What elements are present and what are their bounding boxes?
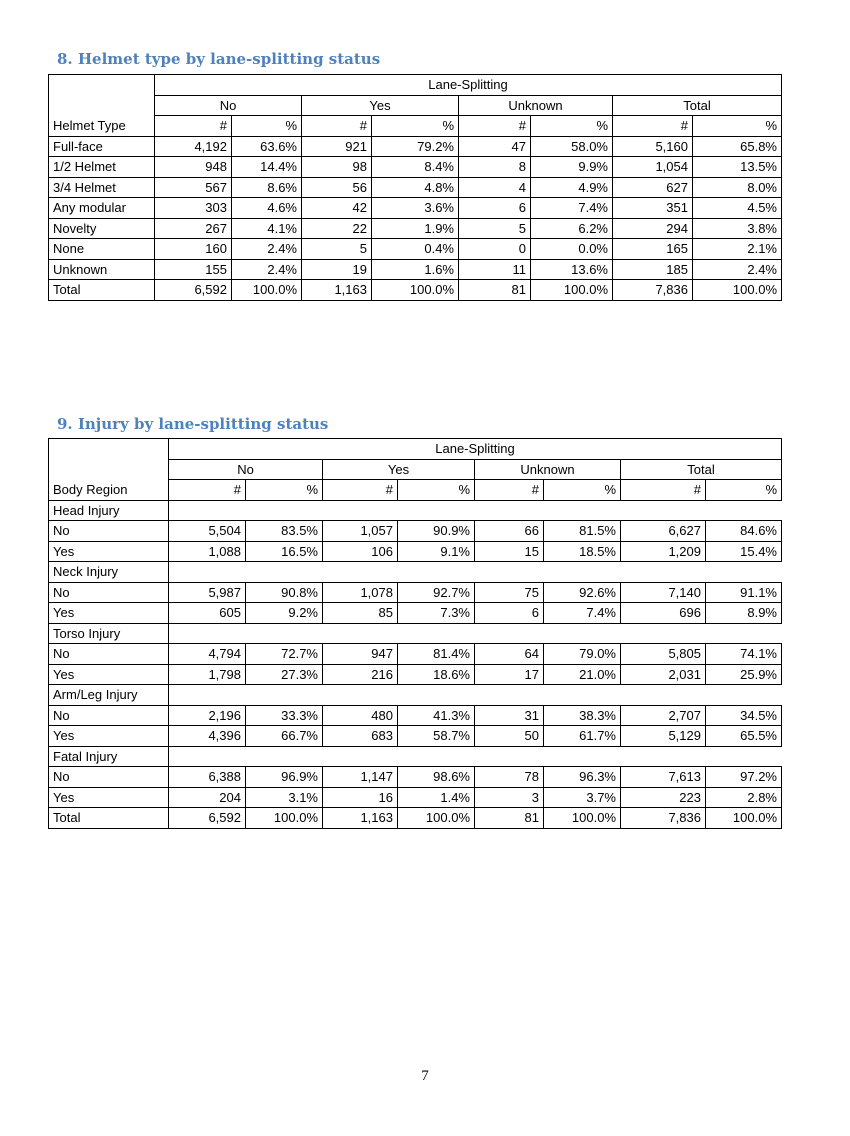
table-row bbox=[49, 705, 782, 726]
percent-cell: 96.3% bbox=[544, 767, 621, 788]
count-cell: 15 bbox=[475, 541, 544, 562]
super-header: Lane-Splitting bbox=[155, 75, 782, 96]
count-cell: 185 bbox=[613, 259, 693, 280]
table-row bbox=[49, 177, 782, 198]
percent-cell: 65.8% bbox=[693, 136, 782, 157]
table-row bbox=[49, 746, 782, 767]
table-row bbox=[49, 582, 782, 603]
table-row bbox=[49, 664, 782, 685]
percent-header: % bbox=[246, 480, 323, 501]
percent-cell: 90.9% bbox=[398, 521, 475, 542]
table-row bbox=[49, 623, 782, 644]
percent-cell: 34.5% bbox=[706, 705, 782, 726]
row-label: Yes bbox=[49, 603, 169, 624]
percent-cell: 4.6% bbox=[232, 198, 302, 219]
percent-header: % bbox=[693, 116, 782, 137]
percent-cell: 13.5% bbox=[693, 157, 782, 178]
percent-header: % bbox=[544, 480, 621, 501]
table-row bbox=[49, 685, 782, 706]
percent-cell: 4.8% bbox=[372, 177, 459, 198]
percent-cell: 2.8% bbox=[706, 787, 782, 808]
table-row bbox=[49, 541, 782, 562]
percent-cell: 100.0% bbox=[232, 280, 302, 301]
count-header: # bbox=[323, 480, 398, 501]
percent-cell: 100.0% bbox=[693, 280, 782, 301]
percent-cell: 92.7% bbox=[398, 582, 475, 603]
count-cell: 85 bbox=[323, 603, 398, 624]
percent-cell: 72.7% bbox=[246, 644, 323, 665]
corner-cell bbox=[49, 439, 169, 460]
percent-cell: 91.1% bbox=[706, 582, 782, 603]
count-cell: 4,794 bbox=[169, 644, 246, 665]
percent-cell: 27.3% bbox=[246, 664, 323, 685]
percent-cell: 41.3% bbox=[398, 705, 475, 726]
count-cell: 567 bbox=[155, 177, 232, 198]
count-cell: 1,088 bbox=[169, 541, 246, 562]
count-cell: 7,613 bbox=[621, 767, 706, 788]
count-cell: 1,147 bbox=[323, 767, 398, 788]
count-cell: 696 bbox=[621, 603, 706, 624]
count-cell: 98 bbox=[302, 157, 372, 178]
percent-cell: 84.6% bbox=[706, 521, 782, 542]
count-cell: 683 bbox=[323, 726, 398, 747]
percent-cell: 81.5% bbox=[544, 521, 621, 542]
count-header: # bbox=[459, 116, 531, 137]
group-label: Arm/Leg Injury bbox=[49, 685, 169, 706]
percent-cell: 38.3% bbox=[544, 705, 621, 726]
percent-cell: 21.0% bbox=[544, 664, 621, 685]
group-header-no: No bbox=[155, 95, 302, 116]
table-row bbox=[49, 767, 782, 788]
count-cell: 351 bbox=[613, 198, 693, 219]
percent-cell: 14.4% bbox=[232, 157, 302, 178]
count-cell: 165 bbox=[613, 239, 693, 260]
count-cell: 204 bbox=[169, 787, 246, 808]
percent-cell: 74.1% bbox=[706, 644, 782, 665]
count-header: # bbox=[613, 116, 693, 137]
percent-cell: 1.9% bbox=[372, 218, 459, 239]
count-cell: 1,054 bbox=[613, 157, 693, 178]
count-cell: 1,163 bbox=[302, 280, 372, 301]
count-cell: 5,805 bbox=[621, 644, 706, 665]
row-label: 1/2 Helmet bbox=[49, 157, 155, 178]
count-cell: 5,987 bbox=[169, 582, 246, 603]
percent-cell: 83.5% bbox=[246, 521, 323, 542]
count-cell: 2,196 bbox=[169, 705, 246, 726]
injury-table bbox=[48, 438, 782, 829]
header-row bbox=[49, 75, 782, 96]
percent-cell: 0.4% bbox=[372, 239, 459, 260]
percent-cell: 9.1% bbox=[398, 541, 475, 562]
count-cell: 5,129 bbox=[621, 726, 706, 747]
count-header: # bbox=[621, 480, 706, 501]
count-cell: 160 bbox=[155, 239, 232, 260]
row-label: No bbox=[49, 582, 169, 603]
count-cell: 6 bbox=[475, 603, 544, 624]
percent-cell: 8.0% bbox=[693, 177, 782, 198]
percent-cell: 100.0% bbox=[706, 808, 782, 829]
count-cell: 480 bbox=[323, 705, 398, 726]
count-cell: 0 bbox=[459, 239, 531, 260]
count-cell: 17 bbox=[475, 664, 544, 685]
count-cell: 50 bbox=[475, 726, 544, 747]
table-row bbox=[49, 157, 782, 178]
table-row bbox=[49, 644, 782, 665]
row-label: Any modular bbox=[49, 198, 155, 219]
count-cell: 5,504 bbox=[169, 521, 246, 542]
group-header-total: Total bbox=[613, 95, 782, 116]
percent-cell: 33.3% bbox=[246, 705, 323, 726]
count-cell: 1,057 bbox=[323, 521, 398, 542]
corner-cell bbox=[49, 95, 155, 116]
percent-cell: 97.2% bbox=[706, 767, 782, 788]
table-row bbox=[49, 500, 782, 521]
count-cell: 8 bbox=[459, 157, 531, 178]
count-cell: 78 bbox=[475, 767, 544, 788]
percent-cell: 79.0% bbox=[544, 644, 621, 665]
count-cell: 19 bbox=[302, 259, 372, 280]
table-row bbox=[49, 280, 782, 301]
percent-cell: 18.6% bbox=[398, 664, 475, 685]
percent-cell: 8.4% bbox=[372, 157, 459, 178]
group-filler bbox=[169, 746, 782, 767]
count-header: # bbox=[155, 116, 232, 137]
percent-cell: 3.6% bbox=[372, 198, 459, 219]
percent-cell: 9.9% bbox=[531, 157, 613, 178]
count-cell: 42 bbox=[302, 198, 372, 219]
count-cell: 64 bbox=[475, 644, 544, 665]
helmet-type-table bbox=[48, 74, 782, 301]
percent-cell: 15.4% bbox=[706, 541, 782, 562]
percent-cell: 2.4% bbox=[232, 239, 302, 260]
percent-cell: 100.0% bbox=[398, 808, 475, 829]
group-header-total: Total bbox=[621, 459, 782, 480]
count-cell: 605 bbox=[169, 603, 246, 624]
count-cell: 303 bbox=[155, 198, 232, 219]
corner-cell bbox=[49, 75, 155, 96]
row-header: Body Region bbox=[49, 480, 169, 501]
percent-cell: 92.6% bbox=[544, 582, 621, 603]
count-cell: 921 bbox=[302, 136, 372, 157]
count-cell: 5,160 bbox=[613, 136, 693, 157]
percent-cell: 2.1% bbox=[693, 239, 782, 260]
count-cell: 4,192 bbox=[155, 136, 232, 157]
group-header-unknown: Unknown bbox=[459, 95, 613, 116]
percent-cell: 2.4% bbox=[693, 259, 782, 280]
group-label: Head Injury bbox=[49, 500, 169, 521]
row-label: Full-face bbox=[49, 136, 155, 157]
group-header-yes: Yes bbox=[302, 95, 459, 116]
row-label: No bbox=[49, 644, 169, 665]
table-row bbox=[49, 562, 782, 583]
percent-header: % bbox=[706, 480, 782, 501]
header-row bbox=[49, 480, 782, 501]
count-cell: 5 bbox=[302, 239, 372, 260]
count-cell: 56 bbox=[302, 177, 372, 198]
count-cell: 31 bbox=[475, 705, 544, 726]
count-cell: 3 bbox=[475, 787, 544, 808]
percent-cell: 16.5% bbox=[246, 541, 323, 562]
percent-cell: 100.0% bbox=[531, 280, 613, 301]
count-cell: 1,209 bbox=[621, 541, 706, 562]
percent-cell: 1.6% bbox=[372, 259, 459, 280]
row-label: Yes bbox=[49, 787, 169, 808]
percent-cell: 58.7% bbox=[398, 726, 475, 747]
row-label: Yes bbox=[49, 664, 169, 685]
count-header: # bbox=[302, 116, 372, 137]
table-row bbox=[49, 521, 782, 542]
count-cell: 223 bbox=[621, 787, 706, 808]
percent-cell: 7.3% bbox=[398, 603, 475, 624]
count-cell: 5 bbox=[459, 218, 531, 239]
percent-cell: 0.0% bbox=[531, 239, 613, 260]
count-cell: 106 bbox=[323, 541, 398, 562]
percent-cell: 100.0% bbox=[544, 808, 621, 829]
count-cell: 6,592 bbox=[155, 280, 232, 301]
count-cell: 81 bbox=[475, 808, 544, 829]
row-label: 3/4 Helmet bbox=[49, 177, 155, 198]
count-cell: 947 bbox=[323, 644, 398, 665]
group-header-unknown: Unknown bbox=[475, 459, 621, 480]
count-cell: 75 bbox=[475, 582, 544, 603]
table-row bbox=[49, 787, 782, 808]
count-header: # bbox=[475, 480, 544, 501]
group-label: Fatal Injury bbox=[49, 746, 169, 767]
percent-cell: 96.9% bbox=[246, 767, 323, 788]
group-filler bbox=[169, 500, 782, 521]
percent-cell: 8.6% bbox=[232, 177, 302, 198]
count-cell: 11 bbox=[459, 259, 531, 280]
row-label: Yes bbox=[49, 541, 169, 562]
percent-cell: 100.0% bbox=[246, 808, 323, 829]
table-row bbox=[49, 726, 782, 747]
count-cell: 2,707 bbox=[621, 705, 706, 726]
count-cell: 16 bbox=[323, 787, 398, 808]
count-header: # bbox=[169, 480, 246, 501]
count-cell: 6,388 bbox=[169, 767, 246, 788]
percent-cell: 63.6% bbox=[232, 136, 302, 157]
count-cell: 1,798 bbox=[169, 664, 246, 685]
count-cell: 627 bbox=[613, 177, 693, 198]
table-row bbox=[49, 218, 782, 239]
row-label: None bbox=[49, 239, 155, 260]
percent-cell: 8.9% bbox=[706, 603, 782, 624]
group-filler bbox=[169, 685, 782, 706]
percent-cell: 58.0% bbox=[531, 136, 613, 157]
count-cell: 7,140 bbox=[621, 582, 706, 603]
table-row bbox=[49, 603, 782, 624]
percent-cell: 4.5% bbox=[693, 198, 782, 219]
percent-header: % bbox=[531, 116, 613, 137]
super-header: Lane-Splitting bbox=[169, 439, 782, 460]
percent-cell: 2.4% bbox=[232, 259, 302, 280]
count-cell: 216 bbox=[323, 664, 398, 685]
row-label: No bbox=[49, 705, 169, 726]
table8-title: 8. Helmet type by lane-splitting status bbox=[57, 50, 381, 68]
header-row bbox=[49, 95, 782, 116]
table-row bbox=[49, 239, 782, 260]
percent-cell: 25.9% bbox=[706, 664, 782, 685]
table-row bbox=[49, 136, 782, 157]
count-cell: 1,163 bbox=[323, 808, 398, 829]
group-label: Neck Injury bbox=[49, 562, 169, 583]
count-cell: 81 bbox=[459, 280, 531, 301]
group-filler bbox=[169, 623, 782, 644]
percent-cell: 61.7% bbox=[544, 726, 621, 747]
header-row bbox=[49, 116, 782, 137]
row-label: Total bbox=[49, 280, 155, 301]
table-row bbox=[49, 808, 782, 829]
group-filler bbox=[169, 562, 782, 583]
table9-title: 9. Injury by lane-splitting status bbox=[57, 415, 329, 433]
percent-header: % bbox=[372, 116, 459, 137]
count-cell: 4 bbox=[459, 177, 531, 198]
percent-cell: 7.4% bbox=[531, 198, 613, 219]
row-label: Total bbox=[49, 808, 169, 829]
group-header-no: No bbox=[169, 459, 323, 480]
count-cell: 948 bbox=[155, 157, 232, 178]
corner-cell bbox=[49, 459, 169, 480]
row-label: No bbox=[49, 767, 169, 788]
count-cell: 7,836 bbox=[621, 808, 706, 829]
percent-cell: 3.7% bbox=[544, 787, 621, 808]
percent-cell: 7.4% bbox=[544, 603, 621, 624]
count-cell: 294 bbox=[613, 218, 693, 239]
count-cell: 47 bbox=[459, 136, 531, 157]
group-label: Torso Injury bbox=[49, 623, 169, 644]
table-row bbox=[49, 259, 782, 280]
row-label: Novelty bbox=[49, 218, 155, 239]
header-row bbox=[49, 439, 782, 460]
percent-cell: 18.5% bbox=[544, 541, 621, 562]
percent-cell: 1.4% bbox=[398, 787, 475, 808]
count-cell: 6,592 bbox=[169, 808, 246, 829]
percent-header: % bbox=[398, 480, 475, 501]
header-row bbox=[49, 459, 782, 480]
percent-cell: 65.5% bbox=[706, 726, 782, 747]
row-header: Helmet Type bbox=[49, 116, 155, 137]
percent-cell: 81.4% bbox=[398, 644, 475, 665]
count-cell: 1,078 bbox=[323, 582, 398, 603]
percent-cell: 4.1% bbox=[232, 218, 302, 239]
table-row bbox=[49, 198, 782, 219]
percent-cell: 9.2% bbox=[246, 603, 323, 624]
percent-cell: 66.7% bbox=[246, 726, 323, 747]
percent-header: % bbox=[232, 116, 302, 137]
percent-cell: 100.0% bbox=[372, 280, 459, 301]
count-cell: 2,031 bbox=[621, 664, 706, 685]
count-cell: 155 bbox=[155, 259, 232, 280]
count-cell: 267 bbox=[155, 218, 232, 239]
percent-cell: 90.8% bbox=[246, 582, 323, 603]
percent-cell: 13.6% bbox=[531, 259, 613, 280]
count-cell: 6 bbox=[459, 198, 531, 219]
count-cell: 22 bbox=[302, 218, 372, 239]
row-label: Yes bbox=[49, 726, 169, 747]
percent-cell: 6.2% bbox=[531, 218, 613, 239]
percent-cell: 3.8% bbox=[693, 218, 782, 239]
row-label: No bbox=[49, 521, 169, 542]
percent-cell: 98.6% bbox=[398, 767, 475, 788]
count-cell: 6,627 bbox=[621, 521, 706, 542]
count-cell: 66 bbox=[475, 521, 544, 542]
group-header-yes: Yes bbox=[323, 459, 475, 480]
percent-cell: 3.1% bbox=[246, 787, 323, 808]
count-cell: 4,396 bbox=[169, 726, 246, 747]
percent-cell: 79.2% bbox=[372, 136, 459, 157]
percent-cell: 4.9% bbox=[531, 177, 613, 198]
row-label: Unknown bbox=[49, 259, 155, 280]
page-number: 7 bbox=[421, 1068, 429, 1084]
count-cell: 7,836 bbox=[613, 280, 693, 301]
